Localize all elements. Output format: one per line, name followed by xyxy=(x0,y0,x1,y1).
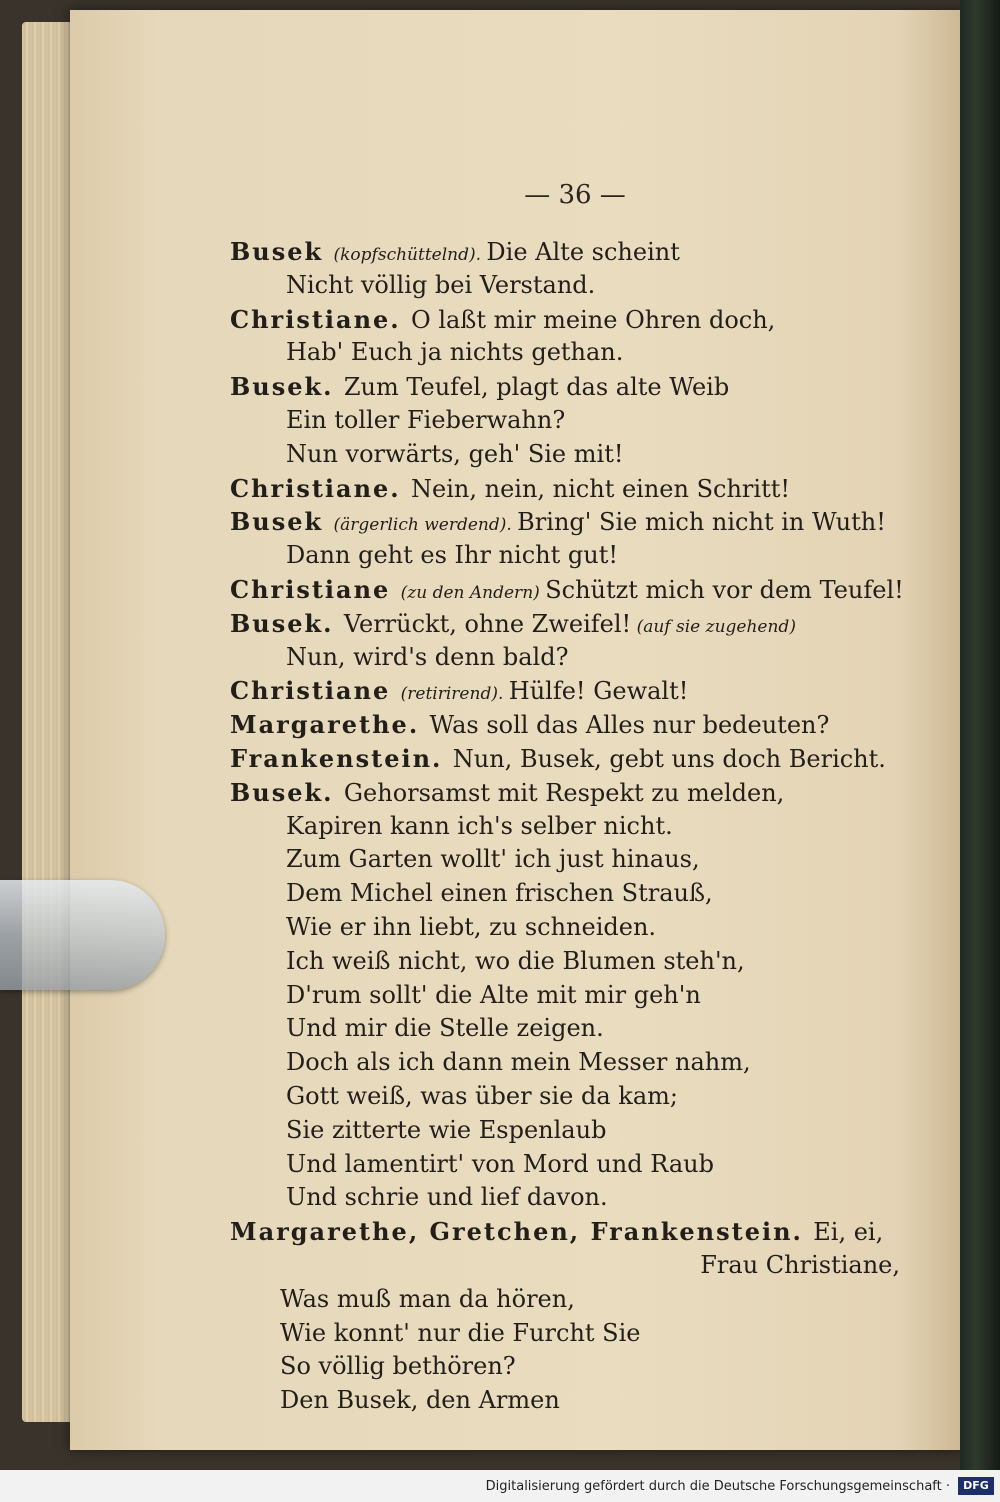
verse-text: Und lamentirt' von Mord und Raub xyxy=(286,1149,714,1178)
text-line xyxy=(230,674,930,708)
verse-text: Hülfe! Gewalt! xyxy=(508,677,689,706)
text-line xyxy=(230,472,930,506)
speaker-name: Margarethe, Gretchen, Frankenstein. xyxy=(230,1217,814,1247)
text-line xyxy=(230,370,930,404)
speaker-name: Margarethe. xyxy=(230,710,430,740)
verse-text: Frau Christiane, xyxy=(700,1250,900,1279)
verse-text: Und mir die Stelle zeigen. xyxy=(286,1014,604,1043)
text-line xyxy=(230,1114,930,1148)
verse-text: So völlig bethören? xyxy=(280,1352,516,1381)
speaker-name: Busek xyxy=(230,507,334,537)
text-line xyxy=(230,1046,930,1080)
verse-text: Die Alte scheint xyxy=(486,238,680,266)
verse-text: Zum Teufel, plagt das alte Weib xyxy=(343,373,730,402)
text-line xyxy=(230,438,930,472)
text-line xyxy=(230,1384,930,1418)
verse-text: Zum Garten wollt' ich just hinaus, xyxy=(286,845,700,874)
text-line xyxy=(230,505,930,539)
text-line xyxy=(230,1080,930,1114)
stage-direction: (kopfschüttelnd). xyxy=(333,245,487,265)
text-line xyxy=(230,742,930,776)
verse-text: Nicht völlig bei Verstand. xyxy=(286,270,596,299)
speaker-name: Busek. xyxy=(230,372,344,402)
text-line xyxy=(230,708,930,742)
text-line xyxy=(230,877,930,911)
text-line xyxy=(230,776,930,810)
text-line xyxy=(230,1249,930,1283)
text-line xyxy=(230,810,930,844)
verse-text: Und schrie und lief davon. xyxy=(286,1183,608,1212)
text-line xyxy=(230,1283,930,1317)
text-line xyxy=(230,404,930,438)
page-clip xyxy=(0,880,165,990)
verse-text: Dem Michel einen frischen Strauß, xyxy=(286,879,713,908)
text-line xyxy=(230,1317,930,1351)
verse-text: O laßt mir meine Ohren doch, xyxy=(411,305,776,334)
verse-text: Sie zitterte wie Espenlaub xyxy=(286,1115,607,1144)
speaker-name: Busek xyxy=(230,237,334,266)
text-line xyxy=(230,641,930,675)
footer-credit: Digitalisierung gefördert durch die Deutsche Forschungsgemeinschaft · xyxy=(485,1479,950,1494)
speaker-name: Busek. xyxy=(230,608,344,638)
verse-text: Nun, Busek, gebt uns doch Bericht. xyxy=(452,744,886,773)
footer-bar xyxy=(0,1470,1000,1502)
text-line xyxy=(230,303,930,337)
verse-text: Wie er ihn liebt, zu schneiden. xyxy=(286,912,657,941)
verse-text: Ei, ei, xyxy=(813,1218,884,1247)
text-line xyxy=(230,1181,930,1215)
text-line xyxy=(230,336,930,370)
text-line xyxy=(230,539,930,573)
stage-direction: (retirirend). xyxy=(400,684,509,705)
text-line xyxy=(230,1350,930,1384)
stage-direction: (ärgerlich werdend). xyxy=(333,515,518,536)
text-line xyxy=(230,607,930,641)
text-line xyxy=(230,573,930,607)
verse-text: Wie konnt' nur die Furcht Sie xyxy=(280,1318,641,1347)
page-number: — 36 — xyxy=(524,180,626,210)
verse-text: Bring' Sie mich nicht in Wuth! xyxy=(517,508,886,537)
verse-text: Gott weiß, was über sie da kam; xyxy=(286,1081,678,1110)
book-spine xyxy=(960,0,1000,1470)
text-line xyxy=(230,1148,930,1182)
verse-text: Was muß man da hören, xyxy=(280,1284,575,1313)
verse-text: Kapiren kann ich's selber nicht. xyxy=(286,811,673,840)
verse-text: Dann geht es Ihr nicht gut! xyxy=(286,541,618,570)
text-line xyxy=(230,1215,930,1249)
speaker-name: Christiane xyxy=(230,574,401,604)
text-line xyxy=(230,1012,930,1046)
speaker-name: Christiane. xyxy=(230,304,412,334)
dfg-logo: DFG xyxy=(958,1477,994,1495)
text-line xyxy=(230,945,930,979)
speaker-name: Christiane xyxy=(230,676,401,706)
verse-text: Ich weiß nicht, wo die Blumen steh'n, xyxy=(286,946,745,975)
text-line xyxy=(230,269,930,303)
text-line xyxy=(230,843,930,877)
page-text xyxy=(230,235,930,1418)
verse-text: Nun, wird's denn bald? xyxy=(286,642,569,671)
verse-text: Den Busek, den Armen xyxy=(280,1386,560,1415)
verse-text: Gehorsamst mit Respekt zu melden, xyxy=(343,778,785,807)
verse-text: Verrückt, ohne Zweifel! xyxy=(343,609,632,638)
verse-text: Was soll das Alles nur bedeuten? xyxy=(429,711,830,740)
verse-text: Ein toller Fieberwahn? xyxy=(286,405,566,434)
verse-text: Nein, nein, nicht einen Schritt! xyxy=(411,474,791,503)
verse-text: Doch als ich dann mein Messer nahm, xyxy=(286,1048,751,1077)
speaker-name: Christiane. xyxy=(230,473,412,503)
verse-text: Nun vorwärts, geh' Sie mit! xyxy=(286,439,624,468)
verse-text: D'rum sollt' die Alte mit mir geh'n xyxy=(286,980,701,1009)
speaker-name: Busek. xyxy=(230,777,344,807)
text-line xyxy=(230,979,930,1013)
stage-direction: (auf sie zugehend) xyxy=(631,616,796,637)
verse-text: Hab' Euch ja nichts gethan. xyxy=(286,338,624,367)
text-line xyxy=(230,235,930,269)
text-line xyxy=(230,911,930,945)
speaker-name: Frankenstein. xyxy=(230,743,453,773)
stage-direction: (zu den Andern) xyxy=(400,582,546,603)
verse-text: Schützt mich vor dem Teufel! xyxy=(545,575,904,604)
